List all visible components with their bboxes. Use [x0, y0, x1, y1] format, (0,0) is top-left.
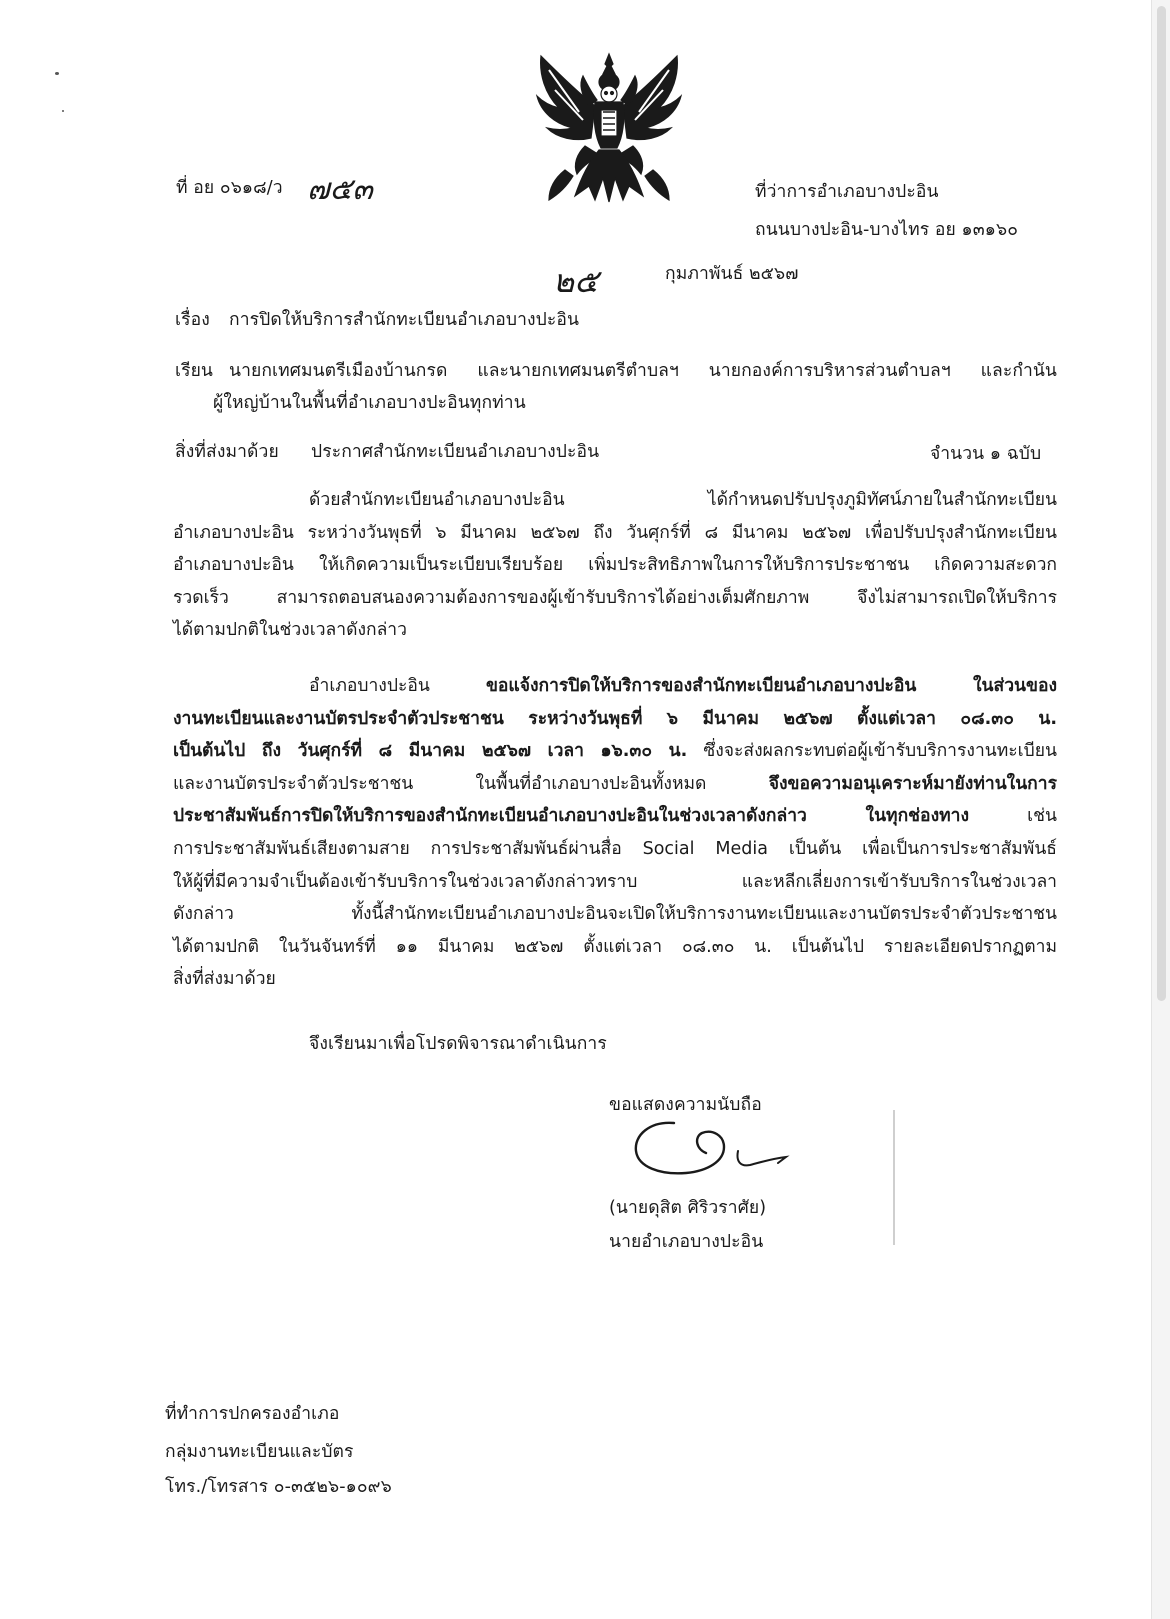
enclosure-label: สิ่งที่ส่งมาด้วย — [175, 442, 279, 462]
scrollbar-thumb[interactable] — [1157, 6, 1166, 1001]
signer-title: นายอำเภอบางปะอิน — [609, 1232, 764, 1252]
paragraph-line: อำเภอบางปะอิน ขอแจ้งการปิดให้บริการของสำนักทะเบียนอำเภอบางปะอิน ในส่วนของ — [309, 676, 1058, 696]
subject-text: การปิดให้บริการสำนักทะเบียนอำเภอบางปะอิน — [229, 310, 580, 330]
recipient-line-1: นายกเทศมนตรีเมืองบ้านกรด และนายกเทศมนตรีตำบลฯ นายกองค์การบริหารส่วนตำบลฯ และกำนัน — [229, 361, 1057, 381]
paragraph-line: เป็นต้นไป ถึง วันศุกร์ที่ ๘ มีนาคม ๒๕๖๗ เวลา ๑๖.๓๐ น. ซึ่งจะส่งผลกระทบต่อผู้เข้ารับบริการงานทะเบียน — [173, 741, 1057, 762]
enclosure-count: จำนวน ๑ ฉบับ — [930, 444, 1042, 464]
handwritten-signature — [630, 1115, 800, 1185]
body-paragraph-1 — [173, 484, 1057, 647]
paragraph-line: และงานบัตรประจำตัวประชาชน ในพื้นที่อำเภอบางปะอินทั้งหมด จึงขอความอนุเคราะห์มายังท่านในการ — [173, 773, 1057, 794]
subject-label: เรื่อง — [175, 310, 210, 330]
ref-number-handwritten: ๗๕๓ — [307, 172, 373, 207]
paragraph-line: การประชาสัมพันธ์เสียงตามสาย การประชาสัมพันธ์ผ่านสื่อ Social Media เป็นต้น เพื่อเป็นการประชาสัมพันธ์ — [173, 838, 1057, 859]
footer-unit: กลุ่มงานทะเบียนและบัตร — [165, 1442, 354, 1462]
paragraph-line: อำเภอบางปะอิน ระหว่างวันพุธที่ ๖ มีนาคม ๒๕๖๗ ถึง วันศุกร์ที่ ๘ มีนาคม ๒๕๖๗ เพื่อปรับปรุงสำนักทะเบียน — [173, 522, 1057, 543]
paragraph-line: ให้ผู้ที่มีความจำเป็นต้องเข้ารับบริการในช่วงเวลาดังกล่าวทราบ และหลีกเลี่ยงการเข้ารับบริการในช่วงเวลา — [173, 871, 1057, 892]
paragraph-line: อำเภอบางปะอิน ให้เกิดความเป็นระเบียบเรียบร้อย เพิ่มประสิทธิภาพในการให้บริการประชาชน เกิดความสะดวก — [173, 555, 1057, 576]
paragraph-line: ได้ตามปกติ ในวันจันทร์ที่ ๑๑ มีนาคม ๒๕๖๗ ตั้งแต่เวลา ๐๘.๓๐ น. เป็นต้นไป รายละเอียดปรากฏตาม — [173, 936, 1057, 957]
enclosure-text: ประกาศสำนักทะเบียนอำเภอบางปะอิน — [311, 442, 600, 462]
body-paragraph-2 — [173, 670, 1057, 996]
recipient-line-2: ผู้ใหญ่บ้านในพื้นที่อำเภอบางปะอินทุกท่าน — [213, 393, 526, 413]
paragraph-line: ด้วยสำนักทะเบียนอำเภอบางปะอิน ได้กำหนดปรับปรุงภูมิทัศน์ภายในสำนักทะเบียน — [309, 490, 1057, 510]
office-name: ที่ว่าการอำเภอบางปะอิน — [755, 182, 939, 202]
garuda-emblem-icon — [525, 50, 693, 212]
scan-edge-line — [893, 1110, 895, 1245]
ref-number: ที่ อย ๐๖๑๘/ว — [176, 178, 283, 198]
paragraph-line: ประชาสัมพันธ์การปิดให้บริการของสำนักทะเบียนอำเภอบางปะอินในช่วงเวลาดังกล่าว ในทุกช่องทาง เช่น — [173, 806, 1058, 827]
date-day-handwritten: ๒๕ — [553, 262, 599, 300]
closing-request: จึงเรียนมาเพื่อโปรดพิจารณาดำเนินการ — [309, 1034, 607, 1054]
paragraph-line: สิ่งที่ส่งมาด้วย — [173, 969, 276, 990]
signer-name: (นายดุสิต ศิริวราศัย) — [609, 1198, 767, 1218]
scrollbar-track[interactable] — [1151, 0, 1170, 1619]
paragraph-line: ดังกล่าว ทั้งนี้สำนักทะเบียนอำเภอบางปะอินจะเปิดให้บริการงานทะเบียนและงานบัตรประจำตัวประชาชน — [173, 904, 1057, 925]
paragraph-line: ได้ตามปกติในช่วงเวลาดังกล่าว — [173, 620, 407, 641]
footer-department: ที่ทำการปกครองอำเภอ — [165, 1404, 340, 1424]
recipient-label: เรียน — [175, 361, 213, 381]
scan-speck — [55, 72, 59, 75]
paragraph-line: รวดเร็ว สามารถตอบสนองความต้องการของผู้เข้ารับบริการได้อย่างเต็มศักยภาพ จึงไม่สามารถเปิดให้บริการ — [173, 587, 1057, 608]
footer-phone: โทร./โทรสาร ๐-๓๕๒๖-๑๐๙๖ — [165, 1477, 392, 1497]
complimentary-close: ขอแสดงความนับถือ — [609, 1095, 762, 1115]
scan-speck — [62, 110, 64, 112]
paragraph-line: งานทะเบียนและงานบัตรประจำตัวประชาชน ระหว่างวันพุธที่ ๖ มีนาคม ๒๕๖๗ ตั้งแต่เวลา ๐๘.๓๐ น. — [173, 708, 1057, 729]
office-address: ถนนบางปะอิน-บางไทร อย ๑๓๑๖๐ — [755, 220, 1018, 240]
date-month-year: กุมภาพันธ์ ๒๕๖๗ — [665, 264, 799, 284]
